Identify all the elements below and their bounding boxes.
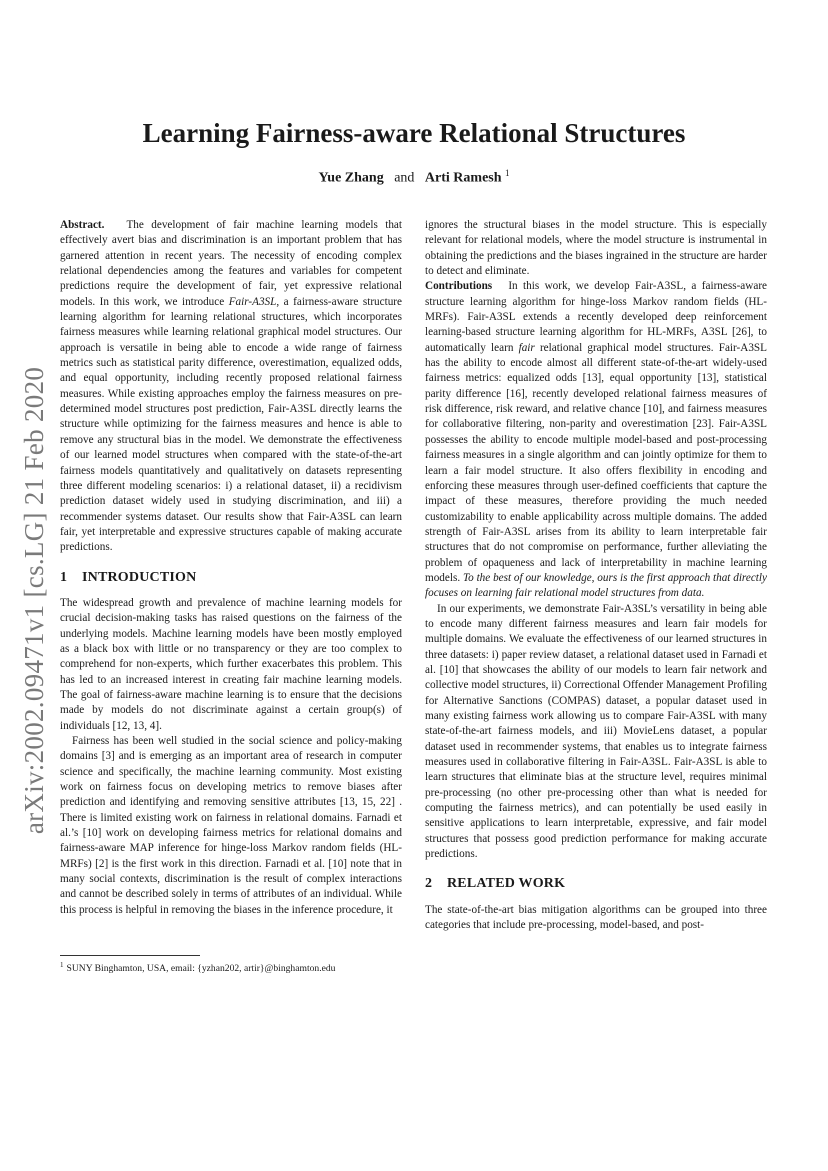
footnote-text: SUNY Binghamton, USA, email: {yzhan202, artir}@binghamton.edu: [66, 963, 336, 975]
author-name: Arti Ramesh: [424, 170, 502, 186]
author-line: [60, 168, 768, 187]
abstract-text: The development of fair machine learning models that effectively avert bias and discrimination is an important problem that has garnered attention in recent years. The necessity of encoding complex relational dependencies among the features and variables for competent predictions require the development of fair, yet expressive relational models. In this work, we introduce: [60, 219, 402, 308]
intro-paragraph: Fairness has been well studied in the social science and policy-making domains [3] and is emerging as an important area of research in computer science and specifically, the machine learning community. Most existing work on fairness focus on developing metrics to remove biases after prediction and identifying and removing sensitive attributes [13, 15, 22] . There is limited existing work on fairness in relational domains. Farnadi et al.’s [10] work on developing fairness metrics for relational domains and fairness-aware MAP inference for hinge-loss Markov random fields (HL-MRFs) [2] is the first work in this direction. Farnadi et al. [10] note that in many social contexts, discrimination is the result of complex interactions and cannot be described solely in terms of attributes of an individual. While this process is helpful in removing the biases in the inference procedure, it: [60, 735, 402, 916]
paper-title: Learning Fairness-aware Relational Structures: [142, 118, 686, 148]
intro-paragraph-continued: ignores the structural biases in the model structure. This is especially relevant for relational models, where the model structure is instrumental in obtaining the predictions and the biases ingrained in the structure are harder to detect and eliminate.: [425, 219, 767, 278]
author-conjunction: and: [394, 170, 415, 186]
contributions-paragraph: [425, 279, 767, 601]
section-title: RELATED WORK: [447, 876, 566, 892]
section-heading-introduction: [60, 570, 402, 585]
contributions-label: Contributions: [425, 280, 493, 293]
abstract-text: , a fairness-aware structure learning algorithm for learning relational structures, which incorporates fairness measures while learning relational graphical model structures. Our approach is versatile in being able to encode a wide range of fairness metrics such as statistical parity difference, overestimation, equalized odds, and equal opportunity, including recently proposed relational fairness measures. While existing approaches employ the fairness measures on pre-determined model structures post prediction, Fair-A3SL directly learns the structure while optimizing for the fairness measures and hence is able to remove any structural bias in the model. We demonstrate the effectiveness of our learned model structures when compared with the state-of-the-art fairness models quantitatively and qualitatively on datasets representing three different modeling scenarios: i) a relational dataset, ii) a recidivism prediction dataset widely used in studying discrimination, and iii) a recommender systems dataset. Our results show that Fair-A3SL can learn fair, yet interpretable and expressive structures capable of making accurate predictions.: [60, 295, 402, 554]
related-paragraph: The state-of-the-art bias mitigation algorithms can be grouped into three categories that include pre-processing, model-based, and post-: [425, 903, 767, 932]
contributions-text: relational graphical model structures. Fair-A3SL has the ability to encode almost all different state-of-the-art widely-used fairness metrics: equalized odds [13], equal opportunity [13], statistical parity difference [16], recently developed relational fairness measures of risk difference, risk reward, and relative chance [10], and fairness measures for collaborative filtering, non-parity and overestimation [23]. Fair-A3SL possesses the ability to encode multiple model-based and post-processing fairness measures in a single algorithm and can jointly optimize for them to learn a fair model structure. It also offers flexibility in encoding and enforcing these measures through user-defined coefficients that capture the impact of these measures, therefore providing the much needed customizability to enable applicability across multiple domains. The added strength of Fair-A3SL arises from its ability to learn interpretable fair structures that do not compromise on performance, further alleviating the problem of opaqueness and lack of interpretability in machine learning models.: [425, 341, 767, 584]
abstract: [60, 218, 402, 556]
emphasis-fair: fair: [518, 341, 535, 354]
section-heading-related-work: [425, 876, 767, 891]
footnote: [60, 959, 402, 975]
footnote-mark: 1: [60, 961, 64, 969]
author-name: Yue Zhang: [318, 170, 384, 186]
abstract-label: Abstract.: [60, 219, 105, 231]
right-column: [425, 218, 767, 933]
footnote-rule: [60, 955, 200, 956]
left-column: [60, 218, 402, 918]
section-number: 1: [60, 569, 68, 585]
experiments-paragraph: In our experiments, we demonstrate Fair-A3SL’s versatility in being able to encode many different fairness measures and learn fair models for multiple domains. We evaluate the effectiveness of our learned structures in three datasets: i) paper review dataset, a relational dataset used in Farnadi et al. [10] that showcases the ability of our models to learn fair network and collective model structures, ii) Correctional Offender Management Profiling for Alternative Sanctions (COMPAS) dataset, a popular dataset used in many existing fairness work allowing us to compare Fair-A3SL with many state-of-the-art fairness models, and iii) MovieLens dataset, a popular dataset used in recommender systems, that enables us to integrate fairness measures used in collaborative filtering in Fair-A3SL. Fair-A3SL is able to learn structures that eliminate bias at the structure level, requires minimal pre-processing (no other pre-processing other than what is needed for computing the fairness metrics), and can potentially be used easily in sensitive applications to learn interpretable, expressive, and fair model structures that possess good prediction performance for making accurate predictions.: [425, 602, 767, 861]
intro-paragraph: The widespread growth and prevalence of machine learning models for crucial decision-making tasks has raised questions on the fairness of the underlying models. Machine learning models have been mostly employed as a black box with little or no transparency or they are too complex to comprehend for non-experts, which further exacerbates this problem. This has led to an increased interest in creating fair machine learning models. The goal of fairness-aware machine learning is to ensure that the decisions made by models do not discriminate against a certain group(s) of individuals [12, 13, 4].: [60, 596, 402, 732]
method-name: Fair-A3SL: [228, 295, 277, 308]
contributions-claim: To the best of our knowledge, ours is the first approach that directly focuses on learning fair relational model structures from data.: [425, 571, 767, 600]
affiliation-mark: 1: [505, 168, 510, 178]
arxiv-identifier: arXiv:2002.09471v1 [cs.LG] 21 Feb 2020: [19, 366, 50, 834]
section-title: INTRODUCTION: [82, 569, 197, 585]
section-number: 2: [425, 876, 433, 892]
arxiv-stamp: [12, 340, 58, 860]
contributions-text: In this work, we develop Fair-A3SL, a fairness-aware structure learning algorithm for hinge-loss Markov random fields (HL-MRFs). Fair-A3SL extends a recently developed deep reinforcement learning-based structure learning algorithm for HL-MRFs, A3SL [26], to automatically learn: [425, 280, 768, 354]
